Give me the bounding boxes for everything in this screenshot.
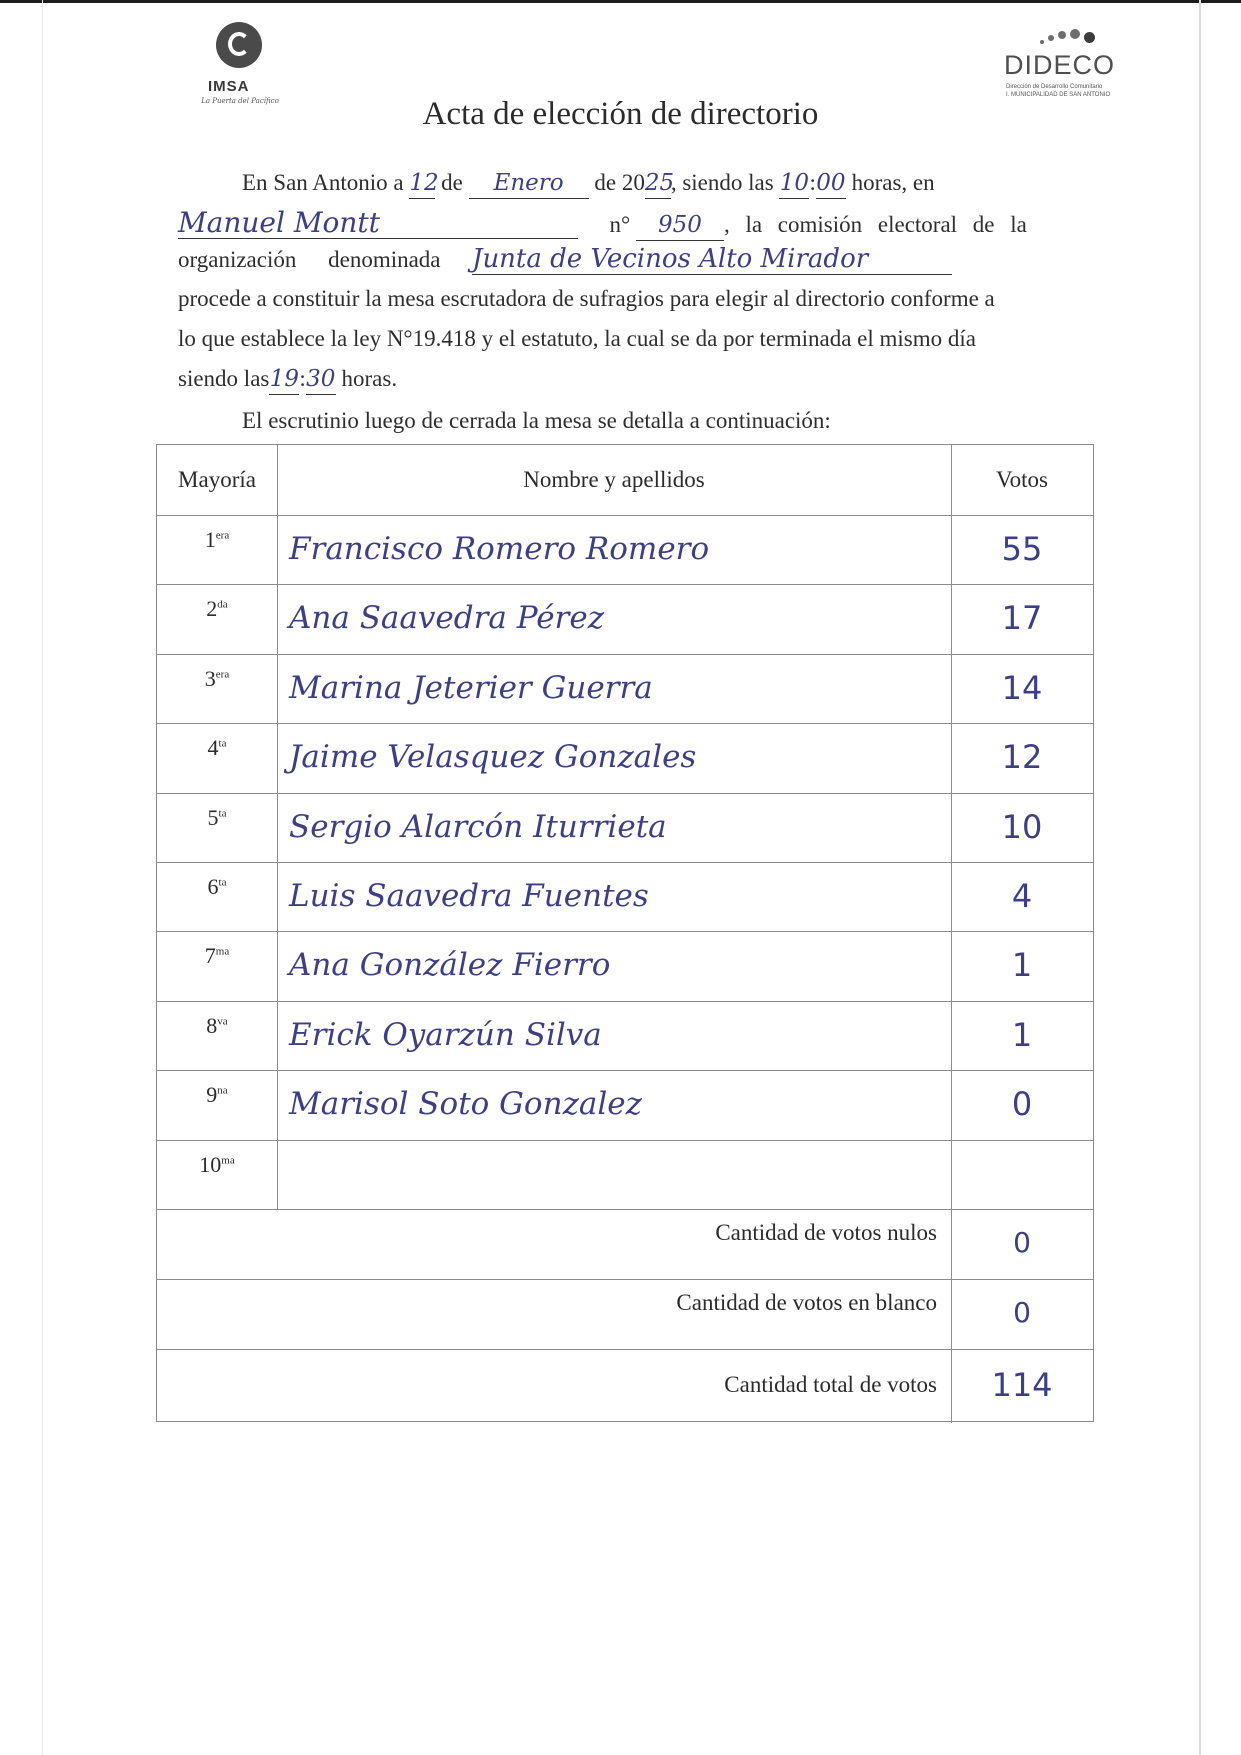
blank-votes-label: Cantidad de votos en blanco	[676, 1290, 937, 1315]
end-hour-field: 19	[269, 364, 299, 395]
rank-suffix: ma	[221, 1154, 235, 1167]
rank-number: 8	[206, 1012, 218, 1038]
rank-suffix: na	[217, 1084, 228, 1097]
col-divider-1	[277, 445, 278, 1209]
rank-suffix: ta	[218, 807, 227, 820]
row-rank	[157, 1152, 277, 1209]
rank-number: 10	[199, 1151, 222, 1177]
candidate-name	[289, 1140, 949, 1209]
header-rank: Mayoría	[178, 467, 256, 492]
candidate-votes: 17	[1001, 599, 1043, 638]
candidate-name: Luis Saavedra Fuentes	[289, 878, 649, 914]
rank-suffix: va	[217, 1015, 228, 1028]
candidate-votes: 12	[1001, 738, 1043, 777]
act-line-1: En San Antonio a 12 de Enero de 2025, siendo las 10:00 horas, en	[242, 168, 935, 199]
rank-suffix: ma	[215, 946, 230, 959]
row-rank	[157, 943, 277, 1000]
start-minute-field: 00	[816, 168, 846, 199]
ballot-table	[156, 444, 1094, 1422]
null-votes-value: 0	[1013, 1226, 1031, 1259]
year-field: 25	[645, 168, 671, 199]
rank-number: 6	[207, 874, 219, 899]
siendo-las-text: , siendo las	[670, 170, 774, 195]
start-hour-field: 10	[779, 168, 809, 199]
dideco-logo-subtitle-1: Dirección de Desarrollo Comunitario	[1006, 84, 1103, 90]
rank-number: 5	[207, 804, 219, 830]
page-top-edge	[0, 0, 1241, 3]
rank-number: 7	[204, 943, 216, 969]
org-label: organización denominada	[178, 247, 441, 272]
header-votes: Votos	[996, 467, 1048, 492]
candidate-name: Marisol Soto Gonzalez	[289, 1086, 642, 1123]
candidate-name: Erick Oyarzún Silva	[289, 1016, 602, 1053]
imsa-logo	[180, 20, 300, 106]
page-right-edge	[1199, 0, 1201, 1755]
imsa-logo-name: IMSA	[208, 78, 250, 95]
total-votes-value: 114	[991, 1366, 1053, 1404]
day-field: 12	[409, 168, 435, 199]
scrutiny-intro: El escrutinio luego de cerrada la mesa se detalla a continuación:	[242, 408, 831, 433]
rank-number: 9	[206, 1082, 218, 1108]
end-prefix: siendo las	[178, 366, 270, 391]
street-field: Manuel Montt	[178, 208, 578, 239]
candidate-name: Jaime Velasquez Gonzales	[289, 739, 697, 776]
candidate-name: Marina Jeterier Guerra	[289, 669, 653, 706]
candidate-votes: 1	[1011, 946, 1033, 985]
end-suffix: horas.	[341, 366, 398, 391]
null-votes-label: Cantidad de votos nulos	[715, 1220, 937, 1245]
rank-suffix: da	[217, 599, 228, 612]
rank-suffix: ta	[218, 737, 227, 750]
street-number-field: 950	[636, 210, 724, 241]
act-line-3	[178, 244, 952, 275]
number-label: n°	[609, 212, 631, 237]
header-name: Nombre y apellidos	[523, 467, 705, 492]
commission-text: , la comisión electoral de la	[723, 212, 1027, 237]
rank-number: 3	[204, 665, 216, 691]
document-title: Acta de elección de directorio	[422, 96, 819, 132]
blank-votes-value: 0	[1013, 1296, 1031, 1329]
month-field: Enero	[469, 168, 589, 199]
rank-suffix: era	[215, 668, 230, 681]
row-rank	[157, 1013, 277, 1070]
row-rank	[157, 805, 277, 862]
intro-prefix: En San Antonio a	[242, 170, 404, 195]
act-line-2	[178, 208, 1027, 241]
organization-field: Junta de Vecinos Alto Mirador	[472, 244, 952, 275]
dideco-logo-subtitle-2: I. MUNICIPALIDAD DE SAN ANTONIO	[1006, 92, 1111, 98]
row-rank	[157, 666, 277, 723]
end-minute-field: 30	[306, 364, 336, 395]
dideco-dots-icon	[1040, 26, 1100, 48]
rank-number: 4	[207, 735, 219, 761]
candidate-votes	[951, 1140, 1093, 1209]
row-rank	[157, 874, 277, 931]
candidate-name: Ana Saavedra Pérez	[289, 600, 605, 637]
row-rank	[157, 735, 277, 792]
candidate-name: Ana González Fierro	[289, 947, 611, 984]
imsa-logo-tagline: La Puerta del Pacífico	[201, 97, 279, 105]
row-rank	[157, 1082, 277, 1139]
rank-suffix: era	[215, 529, 230, 542]
page-left-edge	[42, 0, 43, 1755]
candidate-votes: 10	[1001, 807, 1043, 846]
row-rank	[157, 596, 277, 653]
candidate-name: Sergio Alarcón Iturrieta	[289, 808, 667, 845]
candidate-votes: 4	[1011, 877, 1033, 915]
dideco-logo-name: DIDECO	[1004, 50, 1116, 80]
act-line-4: procede a constituir la mesa escrutadora de sufragios para elegir al directorio conforme a	[178, 286, 995, 311]
rank-number: 1	[204, 527, 216, 552]
dideco-logo	[1004, 26, 1134, 102]
total-votes-label: Cantidad total de votos	[724, 1372, 937, 1397]
imsa-emblem-icon	[216, 22, 262, 68]
candidate-name: Francisco Romero Romero	[289, 531, 710, 567]
word-de: de	[441, 170, 463, 195]
row-rank	[157, 527, 277, 584]
candidate-votes: 1	[1011, 1015, 1033, 1054]
candidate-votes: 0	[1011, 1085, 1033, 1124]
year-prefix: de 20	[594, 170, 645, 195]
act-line-6: siendo las19:30 horas.	[178, 364, 397, 395]
candidate-votes: 14	[1001, 668, 1043, 707]
rank-number: 2	[206, 596, 218, 622]
rank-suffix: ta	[218, 876, 227, 889]
act-line-5: lo que establece la ley N°19.418 y el estatuto, la cual se da por terminada el mismo día	[178, 326, 976, 351]
candidate-votes: 55	[1001, 530, 1043, 568]
horas-en-text: horas, en	[851, 170, 935, 195]
